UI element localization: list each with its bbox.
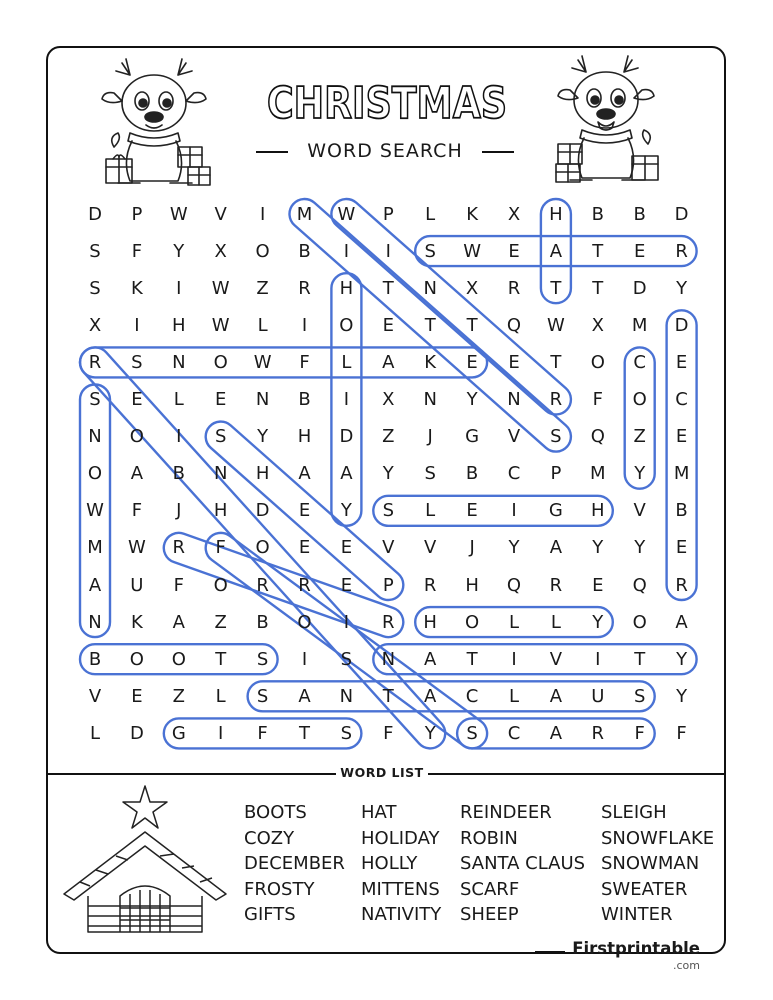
grid-letter[interactable]: E (675, 351, 688, 373)
grid-letter[interactable]: T (424, 314, 436, 336)
grid-letter[interactable]: Z (633, 426, 646, 448)
word-list-item: SCARF (460, 878, 520, 900)
grid-letter[interactable]: H (591, 500, 605, 522)
grid-letter[interactable]: R (549, 574, 563, 596)
grid-letter[interactable]: N (213, 463, 228, 485)
brand-logo[interactable] (568, 938, 700, 974)
word-list-item: COZY (244, 827, 295, 849)
grid-letter[interactable]: S (340, 648, 353, 670)
grid-letter[interactable]: W (86, 500, 104, 522)
grid-letter[interactable]: N (381, 648, 396, 670)
grid-letter[interactable]: K (424, 351, 437, 373)
grid-letter[interactable]: H (549, 203, 563, 225)
grid-letter[interactable]: S (340, 722, 353, 744)
grid-letter[interactable]: A (382, 351, 395, 373)
grid-letter[interactable]: E (592, 574, 604, 596)
grid-letter[interactable]: V (424, 537, 437, 559)
grid-letter[interactable]: O (632, 611, 647, 633)
grid-letter[interactable]: R (298, 574, 311, 596)
grid-letter[interactable]: F (131, 500, 143, 522)
grid-letter[interactable]: P (382, 574, 394, 596)
grid-letter[interactable]: A (340, 463, 353, 485)
grid-letter[interactable]: W (546, 314, 565, 336)
grid-letter[interactable]: Y (592, 537, 604, 559)
grid-letter[interactable]: N (88, 426, 102, 448)
grid-letter[interactable]: X (214, 240, 227, 262)
grid-letter[interactable]: D (674, 314, 689, 336)
grid-letter[interactable]: H (255, 463, 270, 485)
grid-letter[interactable]: A (675, 611, 688, 633)
grid-letter[interactable]: T (550, 277, 562, 299)
word-list-item: SWEATER (601, 878, 688, 900)
grid-letter[interactable]: E (466, 500, 478, 522)
grid-letter[interactable]: Q (632, 574, 647, 596)
grid-letter[interactable]: N (339, 685, 354, 707)
grid-letter[interactable]: Y (424, 722, 436, 744)
grid-letter[interactable]: M (590, 463, 606, 485)
grid-letter[interactable]: W (127, 537, 146, 559)
grid-letter[interactable]: I (218, 722, 224, 744)
grid-letter[interactable]: Z (172, 685, 185, 707)
grid-letter[interactable]: S (256, 685, 269, 707)
grid-letter[interactable]: L (173, 389, 184, 410)
grid-letter[interactable]: S (89, 240, 101, 262)
grid-letter[interactable]: A (88, 574, 102, 596)
grid-letter[interactable]: G (171, 722, 186, 744)
grid-letter[interactable]: H (423, 611, 437, 633)
word-list-item: SNOWMAN (601, 853, 700, 874)
grid-letter[interactable]: T (382, 685, 394, 707)
grid-letter[interactable]: R (423, 574, 437, 596)
grid-letter[interactable]: R (549, 389, 563, 410)
grid-letter[interactable]: D (255, 500, 270, 522)
grid-letter[interactable]: I (343, 611, 350, 633)
grid-letter[interactable]: F (131, 240, 143, 262)
grid-letter[interactable]: S (633, 685, 646, 707)
grid-letter[interactable]: G (548, 500, 563, 522)
grid-letter[interactable]: H (297, 426, 312, 448)
grid-letter[interactable]: T (299, 722, 310, 744)
grid-letter[interactable]: I (301, 314, 308, 336)
grid-letter[interactable]: F (257, 722, 268, 744)
grid-letter[interactable]: M (673, 463, 690, 485)
grid-letter[interactable]: E (675, 537, 688, 559)
brand-suffix: .com (673, 959, 700, 972)
grid-letter[interactable]: D (339, 426, 354, 448)
word-list-item: GIFTS (244, 904, 296, 925)
grid-letter[interactable]: E (340, 537, 353, 559)
grid-letter[interactable]: Y (340, 500, 352, 522)
grid-letter[interactable]: R (298, 277, 311, 299)
grid-letter[interactable]: O (255, 240, 270, 262)
grid-letter[interactable]: S (89, 389, 101, 410)
word-list-item: MITTENS (361, 878, 440, 900)
grid-letter[interactable]: U (591, 685, 605, 707)
grid-letter[interactable]: I (385, 240, 391, 262)
grid-letter[interactable]: R (675, 574, 688, 596)
grid-letter[interactable]: N (172, 351, 186, 373)
word-list-item: HOLLY (361, 853, 418, 874)
grid-letter[interactable]: Y (592, 611, 604, 633)
grid-letter[interactable]: A (549, 537, 563, 559)
grid-letter[interactable]: O (297, 611, 312, 633)
grid-letter[interactable]: I (301, 648, 308, 670)
grid-letter[interactable]: S (131, 351, 143, 373)
grid-letter[interactable]: D (674, 203, 689, 225)
grid-letter[interactable]: R (382, 611, 395, 633)
grid-letter[interactable]: Z (382, 426, 395, 448)
grid-letter[interactable]: Y (676, 685, 688, 707)
grid-letter[interactable]: B (298, 389, 311, 410)
grid-letter[interactable]: F (592, 389, 603, 410)
grid-letter[interactable]: L (89, 722, 101, 744)
grid-letter[interactable]: R (172, 537, 186, 559)
grid-letter[interactable]: G (465, 426, 480, 448)
grid-letter[interactable]: V (88, 685, 102, 707)
grid-letter[interactable]: Q (506, 574, 522, 596)
grid-letter[interactable]: Y (257, 426, 269, 448)
grid-letter[interactable]: K (466, 203, 478, 225)
grid-letter[interactable]: A (549, 240, 563, 262)
footer-rule (535, 951, 565, 953)
grid-letter[interactable]: S (214, 426, 227, 448)
grid-letter[interactable]: L (508, 611, 520, 633)
grid-letter[interactable]: R (675, 240, 688, 262)
grid-letter[interactable]: X (382, 389, 395, 410)
grid-letter[interactable]: S (550, 426, 562, 448)
grid-letter[interactable]: N (88, 611, 102, 633)
page-subtitle: WORD SEARCH (250, 140, 520, 164)
star-icon (123, 786, 167, 828)
grid-letter[interactable]: Y (382, 463, 394, 485)
grid-letter[interactable]: B (591, 203, 604, 225)
grid-letter[interactable]: B (465, 463, 479, 485)
grid-letter[interactable]: E (298, 500, 311, 522)
grid-letter[interactable]: E (508, 351, 520, 373)
grid-letter[interactable]: T (592, 277, 604, 299)
grid-letter[interactable]: A (172, 611, 185, 633)
word-list-item: DECEMBER (244, 853, 345, 874)
grid-letter[interactable]: B (172, 463, 185, 485)
grid-letter[interactable]: E (508, 240, 520, 262)
grid-letter[interactable]: Y (634, 537, 646, 559)
grid-letter[interactable]: W (253, 351, 272, 373)
grid-letter[interactable]: E (215, 389, 227, 410)
grid-letter[interactable]: V (382, 537, 395, 559)
word-list-item: SLEIGH (601, 802, 667, 823)
grid-letter[interactable]: A (298, 463, 311, 485)
grid-letter[interactable]: V (633, 500, 646, 522)
grid-letter[interactable]: T (215, 648, 227, 670)
word-list-item: BOOTS (244, 802, 307, 823)
nativity-stable-icon (60, 784, 230, 934)
grid-letter[interactable]: O (129, 648, 144, 670)
grid-letter[interactable]: I (176, 426, 182, 448)
grid-letter[interactable]: C (675, 389, 688, 410)
grid-letter[interactable]: O (590, 351, 605, 373)
grid-letter[interactable]: W (211, 277, 230, 299)
grid-letter[interactable]: Y (676, 277, 688, 299)
grid-letter[interactable]: O (171, 648, 186, 670)
grid-letter[interactable]: F (383, 722, 394, 744)
grid-letter[interactable]: I (511, 500, 517, 522)
grid-letter[interactable]: A (549, 722, 563, 744)
grid-letter[interactable]: F (173, 574, 184, 596)
grid-letter[interactable]: J (469, 537, 475, 559)
grid-letter[interactable]: L (425, 203, 436, 225)
grid-letter[interactable]: T (466, 648, 478, 670)
word-list-item: FROSTY (244, 878, 315, 900)
grid-letter[interactable]: M (631, 314, 648, 336)
grid-letter[interactable]: I (176, 277, 182, 299)
word-list-column-3 (460, 800, 585, 928)
grid-letter[interactable]: M (87, 537, 103, 559)
grid-letter[interactable]: K (130, 611, 143, 633)
grid-letter[interactable]: I (511, 648, 517, 670)
grid-letter[interactable]: H (213, 500, 228, 522)
grid-letter[interactable]: B (88, 648, 102, 670)
grid-letter[interactable]: E (131, 685, 143, 707)
grid-letter[interactable]: Y (508, 537, 520, 559)
grid-letter[interactable]: E (634, 240, 646, 262)
grid-letter[interactable]: E (340, 574, 353, 596)
grid-letter[interactable]: R (591, 722, 605, 744)
grid-letter[interactable]: F (299, 351, 310, 373)
grid-letter[interactable]: H (465, 574, 479, 596)
grid-letter[interactable]: L (215, 685, 226, 707)
brand-name: Firstprintable (572, 939, 700, 958)
grid-letter[interactable]: K (130, 277, 143, 299)
grid-letter[interactable]: I (259, 203, 266, 225)
grid-letter[interactable]: Y (173, 240, 185, 262)
grid-letter[interactable]: C (507, 722, 521, 744)
grid-letter[interactable]: W (169, 203, 188, 225)
grid-letter[interactable]: O (129, 426, 144, 448)
grid-letter[interactable]: Q (590, 426, 605, 448)
grid-letter[interactable]: B (256, 611, 269, 633)
grid-letter[interactable]: B (633, 203, 646, 225)
word-list-item: REINDEER (460, 802, 552, 823)
word-list-column-2 (361, 800, 441, 928)
word-list-item: NATIVITY (361, 904, 442, 925)
grid-letter[interactable]: D (632, 277, 647, 299)
grid-letter[interactable]: P (131, 203, 143, 225)
grid-letter[interactable]: O (213, 574, 228, 596)
grid-letter[interactable]: S (424, 463, 436, 485)
grid-letter[interactable]: E (675, 426, 688, 448)
grid-letter[interactable]: J (176, 500, 182, 522)
word-list-item: SHEEP (460, 904, 519, 925)
grid-letter[interactable]: C (633, 351, 646, 373)
svg-text:CHRISTMAS: CHRISTMAS (267, 78, 507, 129)
grid-letter[interactable]: T (382, 277, 394, 299)
grid-letter[interactable]: O (465, 611, 480, 633)
grid-letter[interactable]: D (129, 722, 144, 744)
word-list-item: SNOWFLAKE (601, 827, 715, 849)
grid-letter[interactable]: Z (256, 277, 269, 299)
grid-letter[interactable]: T (634, 648, 646, 670)
grid-letter[interactable]: W (463, 240, 481, 262)
grid-letter[interactable]: A (424, 648, 437, 670)
grid-letter[interactable]: V (549, 648, 563, 670)
grid-letter[interactable]: E (466, 351, 478, 373)
grid-letter[interactable]: F (634, 722, 645, 744)
grid-letter[interactable]: P (382, 203, 394, 225)
grid-letter[interactable]: N (255, 389, 270, 410)
grid-letter[interactable]: N (423, 389, 437, 410)
grid-letter[interactable]: T (592, 240, 604, 262)
grid-letter[interactable]: O (339, 314, 354, 336)
word-list-column-4 (601, 800, 714, 928)
grid-letter[interactable]: V (214, 203, 227, 225)
grid-letter[interactable]: Q (506, 314, 522, 336)
grid-letter[interactable]: Z (214, 611, 227, 633)
grid-letter[interactable]: L (550, 611, 561, 633)
grid-letter[interactable]: C (465, 685, 479, 707)
grid-letter[interactable]: E (382, 314, 394, 336)
grid-letter[interactable]: I (595, 648, 601, 670)
grid-letter[interactable]: L (508, 685, 520, 707)
grid-letter[interactable]: S (424, 240, 436, 262)
grid-letter[interactable]: F (676, 722, 687, 744)
grid-letter[interactable]: E (298, 537, 311, 559)
grid-letter[interactable]: B (298, 240, 311, 262)
word-list-column-1 (244, 800, 345, 928)
grid-letter[interactable]: X (88, 314, 102, 336)
grid-letter[interactable]: Y (466, 389, 478, 410)
grid-letter[interactable]: X (465, 277, 479, 299)
grid-letter[interactable]: T (550, 351, 562, 373)
grid-letter[interactable]: X (591, 314, 604, 336)
grid-letter[interactable]: Y (634, 463, 646, 485)
grid-letter[interactable]: E (131, 389, 143, 410)
grid-letter[interactable]: R (256, 574, 269, 596)
grid-letter[interactable]: A (549, 685, 563, 707)
grid-letter[interactable]: M (296, 203, 313, 225)
grid-letter[interactable]: I (343, 389, 350, 410)
grid-letter[interactable]: W (211, 314, 230, 336)
word-list-item: ROBIN (460, 827, 518, 849)
grid-letter[interactable]: I (343, 240, 350, 262)
grid-letter[interactable]: U (130, 574, 144, 596)
word-list-item: SANTA CLAUS (460, 853, 586, 874)
grid-letter[interactable]: O (255, 537, 270, 559)
grid-letter[interactable]: S (466, 722, 478, 744)
grid-letter[interactable]: L (257, 314, 268, 336)
grid-letter[interactable]: D (88, 203, 102, 225)
grid-letter[interactable]: R (88, 351, 102, 373)
grid-letter[interactable]: X (507, 203, 521, 225)
grid-letter[interactable]: H (339, 277, 354, 299)
grid-letter[interactable]: A (298, 685, 311, 707)
grid-letter[interactable]: O (213, 351, 228, 373)
grid-letter[interactable]: L (341, 351, 352, 373)
word-list-title: WORD LIST (336, 763, 428, 783)
grid-letter[interactable]: O (632, 389, 647, 410)
grid-letter[interactable]: A (130, 463, 144, 485)
word-list-item: WINTER (601, 904, 673, 925)
grid-letter[interactable]: P (550, 463, 562, 485)
grid-letter[interactable]: O (87, 463, 103, 485)
grid-letter[interactable]: N (507, 389, 521, 410)
grid-letter[interactable]: W (337, 203, 356, 225)
grid-letter[interactable]: N (423, 277, 437, 299)
grid-letter[interactable]: C (507, 463, 521, 485)
grid-letter[interactable]: S (256, 648, 269, 670)
grid-letter[interactable]: H (172, 314, 186, 336)
grid-letter[interactable]: J (427, 426, 433, 448)
grid-letter[interactable]: S (382, 500, 395, 522)
grid-letter[interactable]: I (134, 314, 140, 336)
grid-letter[interactable]: B (675, 500, 688, 522)
grid-letter[interactable]: T (466, 314, 478, 336)
grid-letter[interactable]: S (89, 277, 101, 299)
grid-letter[interactable]: L (425, 500, 436, 522)
word-list-item: HAT (361, 802, 397, 823)
grid-letter[interactable]: V (507, 426, 521, 448)
word-list-item: HOLIDAY (361, 827, 440, 849)
grid-letter[interactable]: Y (676, 648, 688, 670)
grid-letter[interactable]: A (424, 685, 437, 707)
grid-letter[interactable]: R (507, 277, 521, 299)
grid-letter[interactable]: F (215, 537, 226, 559)
